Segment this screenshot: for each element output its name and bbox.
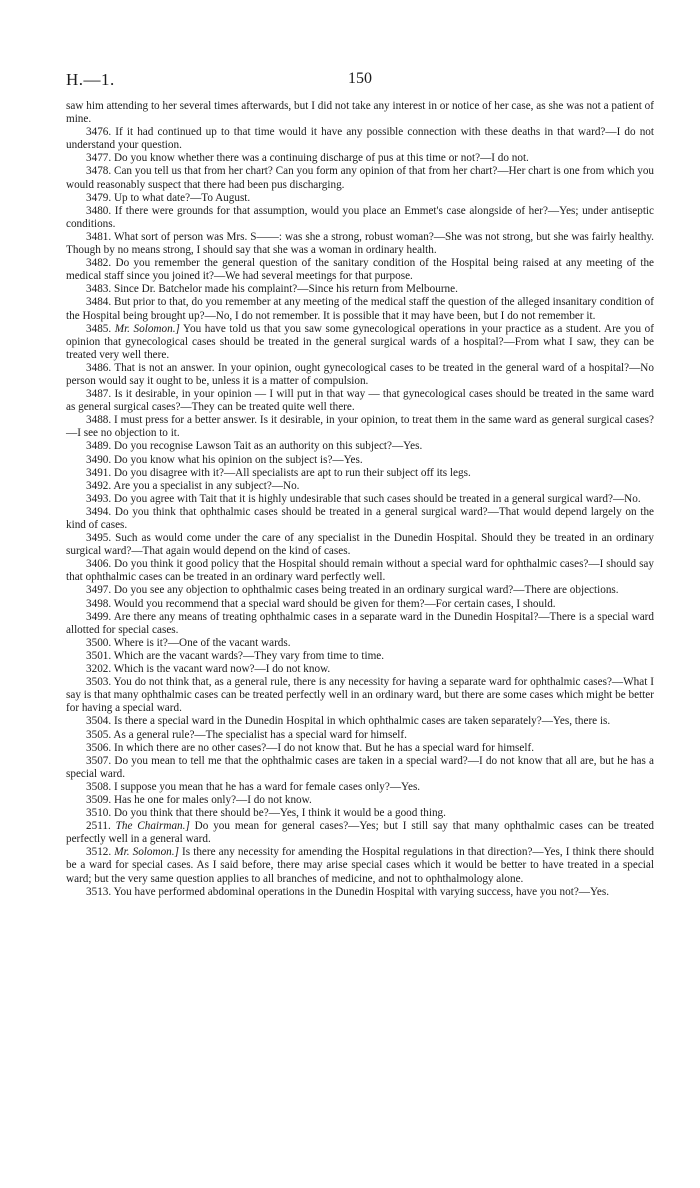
testimony-paragraph xyxy=(66,598,654,611)
paragraph-text: Do you know what his opinion on the subject is?—Yes. xyxy=(113,453,363,466)
question-number: 3513. xyxy=(86,885,112,898)
testimony-paragraph xyxy=(66,388,654,414)
question-number: 3503. xyxy=(86,676,112,689)
paragraph-text: You have performed abdominal operations in the Dunedin Hospital with varying success, have you not?—Yes. xyxy=(113,885,610,898)
question-number: 3499. xyxy=(86,610,112,623)
question-number: 3489. xyxy=(86,440,112,453)
paragraph-text: You have told us that you saw some gynecological operations in your practice as a student. Are you of opinion that gynecological cases should be treated in the general surgical wards of a hospital?—From what I saw, they can be treated very well there. xyxy=(66,322,655,361)
document-reference: H.—1. xyxy=(66,70,115,89)
question-number: 3495. xyxy=(86,532,112,545)
testimony-paragraph xyxy=(66,663,654,676)
page-number: 150 xyxy=(348,70,372,87)
paragraph-text: Do you see any objection to ophthalmic cases being treated in an ordinary surgical ward?—There are objections. xyxy=(113,584,619,597)
paragraph-text: Where is it?—One of the vacant wards. xyxy=(113,636,291,649)
testimony-paragraph xyxy=(66,257,654,283)
paragraph-text: If it had continued up to that time would it have any possible connection with these deaths in that ward?—I do not understand your question. xyxy=(66,126,655,152)
paragraph-text: Do you agree with Tait that it is highly undesirable that such cases should be treated in a general surgical ward?—No. xyxy=(113,492,641,505)
testimony-body xyxy=(66,100,654,899)
paragraph-text: Is there a special ward in the Dunedin Hospital in which ophthalmic cases are taken separately?—Yes, there is. xyxy=(113,715,611,728)
question-number: 2511. xyxy=(86,820,111,833)
question-number: 3483. xyxy=(86,283,112,296)
paragraph-text: But prior to that, do you remember at any meeting of the medical staff the question of the alleged insanitary condition of the Hospital being brought up?—No, I do not remember. It is possible that it may have been, but I do not remember it. xyxy=(66,296,654,322)
testimony-paragraph xyxy=(66,807,654,820)
paragraph-text: Do you mean for general cases?—Yes; but I still say that many ophthalmic cases can be treated perfectly well in a general ward. xyxy=(66,820,654,846)
testimony-paragraph xyxy=(66,820,654,846)
speaker-label: Mr. Solomon.] xyxy=(114,846,179,859)
paragraph-text: Do you disagree with it?—All specialists are apt to run their subject off its legs. xyxy=(113,466,471,479)
testimony-paragraph xyxy=(66,584,654,597)
question-number: 3510. xyxy=(86,807,112,820)
paragraph-text: Has he one for males only?—I do not know. xyxy=(113,793,312,806)
question-number: 3482. xyxy=(86,257,112,270)
question-number: 3509. xyxy=(86,793,112,806)
paragraph-text: Up to what date?—To August. xyxy=(113,191,251,204)
paragraph-text: Is it desirable, in your opinion — I will put in that way — that gynecological cases should be treated in the same ward as general surgical cases?—They can be treated quite well there. xyxy=(66,388,654,414)
testimony-paragraph xyxy=(66,650,654,663)
question-number: 3476. xyxy=(86,126,112,139)
question-number: 3494. xyxy=(86,505,112,518)
paragraph-text: Do you remember the general question of the sanitary condition of the Hospital being raised at any meeting of the medical staff since you joined it?—We had several meetings for that purpose. xyxy=(66,257,655,283)
paragraph-text: That is not an answer. In your opinion, ought gynecological cases to be treated in the general ward of a hospital?—No person would say it ought to be, unless it is a matter of compulsion. xyxy=(66,361,654,387)
paragraph-text: I must press for a better answer. Is it desirable, in your opinion, to treat them in the same ward as general surgical cases?—I see no objection to it. xyxy=(66,414,655,440)
testimony-paragraph xyxy=(66,532,654,558)
paragraph-text: Do you think that there should be?—Yes, I think it would be a good thing. xyxy=(113,807,446,820)
question-number: 3492. xyxy=(86,479,112,492)
paragraph-text: Are you a specialist in any subject?—No. xyxy=(113,479,300,492)
question-number: 3485. xyxy=(86,322,112,335)
paragraph-text: Can you tell us that from her chart? Can you form any opinion of that from her chart?—Her chart is one from which you would reasonably suspect that there had been pus discharging. xyxy=(66,165,655,191)
paragraph-text: I suppose you mean that he has a ward for female cases only?—Yes. xyxy=(113,780,421,793)
paragraph-text: Are there any means of treating ophthalmic cases in a separate ward in the Dunedin Hospital?—There is a special ward allotted for special cases. xyxy=(66,610,654,636)
question-number: 3512. xyxy=(86,846,112,859)
testimony-paragraph xyxy=(66,296,654,322)
question-number: 3480. xyxy=(86,204,112,217)
testimony-paragraph xyxy=(66,781,654,794)
question-number: 3491. xyxy=(86,466,112,479)
question-number: 3500. xyxy=(86,636,112,649)
paragraph-text: Do you know whether there was a continuing discharge of pus at this time or not?—I do not. xyxy=(113,152,529,165)
testimony-paragraph xyxy=(66,126,654,152)
testimony-paragraph xyxy=(66,165,654,191)
paragraph-text: Would you recommend that a special ward should be given for them?—For certain cases, I should. xyxy=(113,597,556,610)
testimony-paragraph xyxy=(66,506,654,532)
testimony-paragraph xyxy=(66,100,654,126)
paragraph-text: Do you think it good policy that the Hospital should remain without a special ward for ophthalmic cases?—I should say that ophthalmic cases can be treated in an ordinary ward perfectly well. xyxy=(66,558,654,584)
paragraph-text: You do not think that, as a general rule, there is any necessity for having a separate ward for ophthalmic cases?—What I say is that many ophthalmic cases can be treated perfectly well in an ordinary ward, but there are some cases which might be better for having a special ward. xyxy=(66,676,654,715)
paragraph-text: Do you mean to tell me that the ophthalmic cases are taken in a special ward?—I do not know that all are, but he has a special ward. xyxy=(66,754,654,780)
question-number: 3507. xyxy=(86,754,112,767)
testimony-paragraph xyxy=(66,558,654,584)
testimony-paragraph xyxy=(66,755,654,781)
testimony-paragraph xyxy=(66,362,654,388)
paragraph-text: If there were grounds for that assumption, would you place an Emmet's case alongside of her?—Yes; under antiseptic conditions. xyxy=(66,204,655,230)
testimony-paragraph xyxy=(66,283,654,296)
paragraph-text: Such as would come under the care of any specialist in the Dunedin Hospital. Should they be treated in an ordinary surgical ward?—That again would depend on the kind of cases. xyxy=(66,532,654,558)
document-page xyxy=(66,70,654,899)
testimony-paragraph xyxy=(66,152,654,165)
paragraph-text: Which are the vacant wards?—They vary from time to time. xyxy=(113,649,385,662)
question-number: 3487. xyxy=(86,388,112,401)
question-number: 3504. xyxy=(86,715,112,728)
paragraph-text: What sort of person was Mrs. S——: was she a strong, robust woman?—She was not strong, but she was fairly healthy. Though by no means strong, I should say that she was a woman in ordinary health. xyxy=(66,230,654,257)
question-number: 3481. xyxy=(86,230,112,243)
paragraph-text: Which is the vacant ward now?—I do not know. xyxy=(113,663,331,676)
testimony-paragraph xyxy=(66,480,654,493)
speaker-label: Mr. Solomon.] xyxy=(114,322,180,335)
testimony-paragraph xyxy=(66,794,654,807)
testimony-paragraph xyxy=(66,414,654,440)
testimony-paragraph xyxy=(66,192,654,205)
testimony-paragraph xyxy=(66,846,654,885)
testimony-paragraph xyxy=(66,205,654,231)
testimony-paragraph xyxy=(66,467,654,480)
paragraph-text: In which there are no other cases?—I do not know that. But he has a special ward for himself. xyxy=(113,741,534,754)
speaker-label: The Chairman.] xyxy=(115,820,190,833)
question-number: 3506. xyxy=(86,741,112,754)
testimony-paragraph xyxy=(66,231,654,257)
paragraph-text: As a general rule?—The specialist has a special ward for himself. xyxy=(113,728,407,741)
testimony-paragraph xyxy=(66,886,654,899)
question-number: 3486. xyxy=(86,361,112,374)
question-number: 3490. xyxy=(86,453,112,466)
question-number: 3505. xyxy=(86,728,112,741)
question-number: 3493. xyxy=(86,492,112,505)
testimony-paragraph xyxy=(66,742,654,755)
question-number: 3477. xyxy=(86,152,112,165)
paragraph-text: Do you recognise Lawson Tait as an authority on this subject?—Yes. xyxy=(113,440,423,453)
testimony-paragraph xyxy=(66,637,654,650)
question-number: 3508. xyxy=(86,780,112,793)
question-number: 3478. xyxy=(86,165,112,178)
question-number: 3202. xyxy=(86,663,112,676)
question-number: 3406. xyxy=(86,558,112,571)
testimony-paragraph xyxy=(66,715,654,728)
question-number: 3497. xyxy=(86,584,112,597)
page-header xyxy=(66,70,654,100)
testimony-paragraph xyxy=(66,454,654,467)
paragraph-text: saw him attending to her several times afterwards, but I did not take any interest in or notice of her case, as she was not a patient of mine. xyxy=(66,100,654,126)
testimony-paragraph xyxy=(66,493,654,506)
paragraph-text: Since Dr. Batchelor made his complaint?—Since his return from Melbourne. xyxy=(113,283,458,296)
question-number: 3501. xyxy=(86,649,112,662)
testimony-paragraph xyxy=(66,611,654,637)
testimony-paragraph xyxy=(66,729,654,742)
paragraph-text: Do you think that ophthalmic cases should be treated in a general surgical ward?—That would depend largely on the kind of cases. xyxy=(66,505,654,531)
testimony-paragraph xyxy=(66,676,654,715)
question-number: 3484. xyxy=(86,296,112,309)
question-number: 3488. xyxy=(86,414,112,427)
question-number: 3498. xyxy=(86,597,112,610)
testimony-paragraph xyxy=(66,323,654,362)
question-number: 3479. xyxy=(86,191,112,204)
paragraph-text: Is there any necessity for amending the Hospital regulations in that direction?—Yes, I think there should be a ward for special cases. As I said before, there may arise special cases which it would be better to have treated in a special ward; but the very same question applies to all branches of medicine, and not to ophthalmology alone. xyxy=(66,846,655,885)
testimony-paragraph xyxy=(66,440,654,453)
